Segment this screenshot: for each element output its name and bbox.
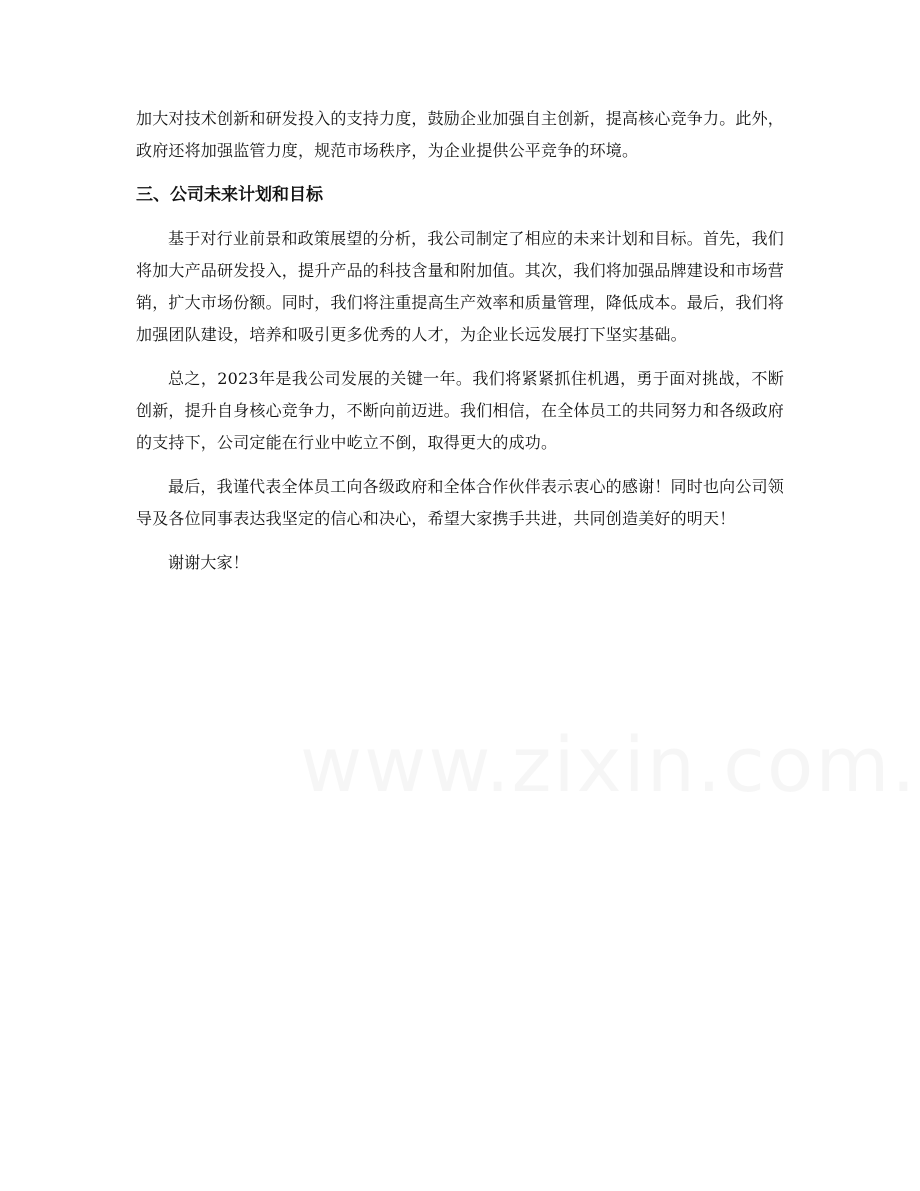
- document-body: [136, 103, 784, 579]
- watermark: [300, 720, 920, 809]
- paragraph-summary: 总之，2023年是我公司发展的关键一年。我们将紧紧抓住机遇，勇于面对挑战，不断创新，提升自身核心竞争力，不断向前迈进。我们相信，在全体员工的共同努力和各级政府的支持下，公司定能在行业中屹立不倒，取得更大的成功。: [136, 369, 785, 452]
- spacer: [136, 167, 784, 179]
- spacer: [136, 535, 784, 547]
- spacer: [136, 351, 784, 363]
- paragraph-thanks: 最后，我谨代表全体员工向各级政府和全体合作伙伴表示衷心的感谢！同时也向公司领导及各位同事表达我坚定的信心和决心，希望大家携手共进，共同创造美好的明天！: [136, 477, 784, 528]
- paragraph-future-plans: 基于对行业前景和政策展望的分析，我公司制定了相应的未来计划和目标。首先，我们将加大产品研发投入，提升产品的科技含量和附加值。其次，我们将加强品牌建设和市场营销，扩大市场份额。同时，我们将注重提高生产效率和质量管理，降低成本。最后，我们将加强团队建设，培养和吸引更多优秀的人才，为企业长远发展打下坚实基础。: [136, 229, 785, 344]
- paragraph-continued: 加大对技术创新和研发投入的支持力度，鼓励企业加强自主创新，提高核心竞争力。此外，政府还将加强监管力度，规范市场秩序，为企业提供公平竞争的环境。: [136, 109, 785, 160]
- spacer: [136, 211, 784, 223]
- section-heading: 三、公司未来计划和目标: [136, 185, 323, 205]
- closing-line: 谢谢大家！: [168, 553, 250, 572]
- spacer: [136, 459, 784, 471]
